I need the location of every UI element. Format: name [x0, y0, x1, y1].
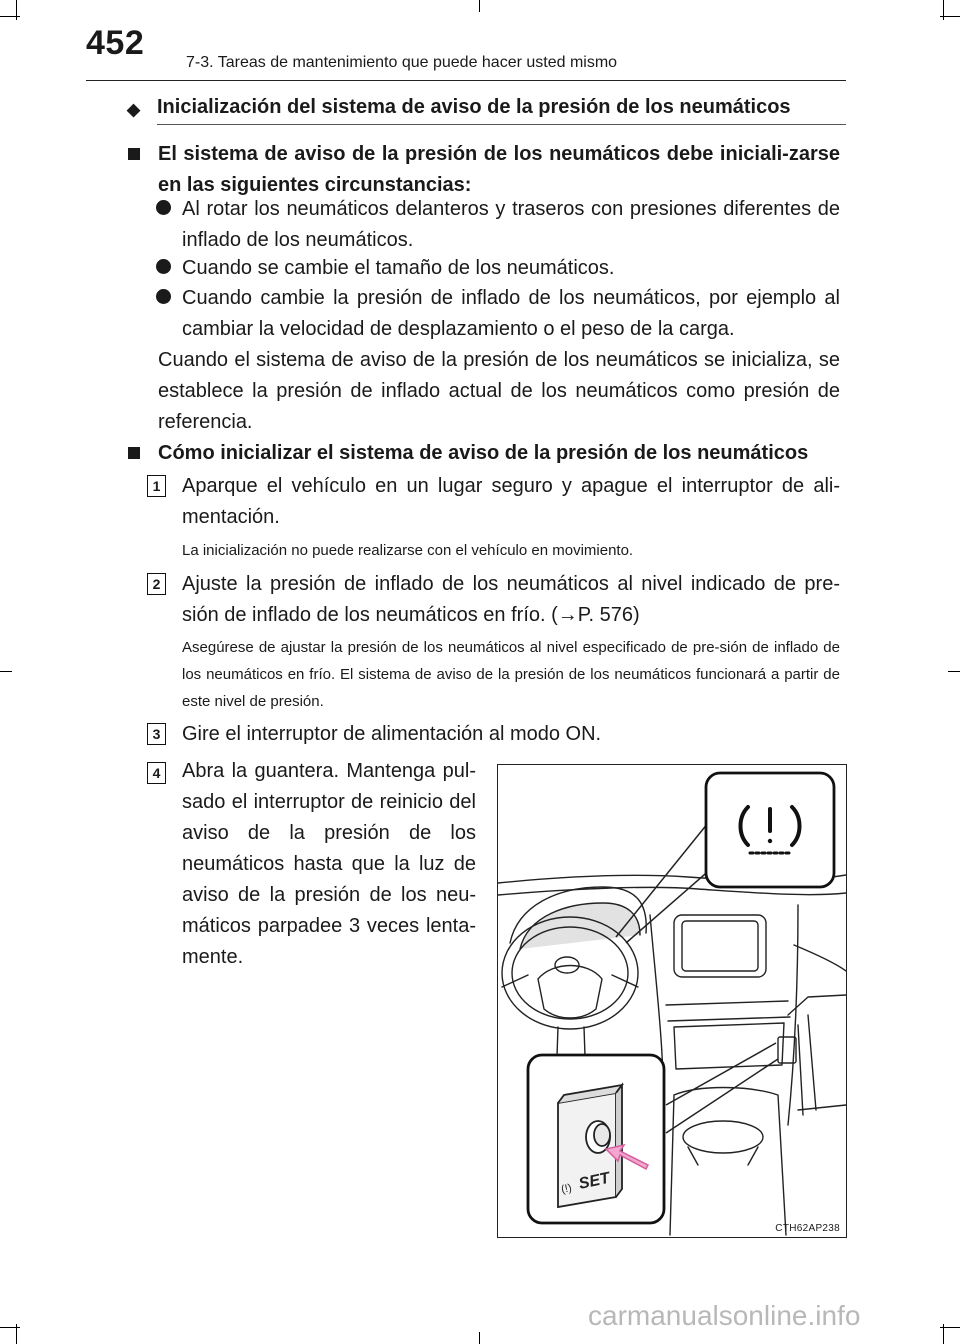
bullet-item — [182, 194, 840, 256]
block1-heading-text: El sistema de aviso de la presión de los neumáticos debe iniciali-zarse en las siguientes circunstancias: — [158, 143, 840, 196]
crop-mark — [948, 671, 960, 672]
section-title-text: Inicialización del sistema de aviso de la presión de los neumáticos — [157, 96, 791, 118]
bullet-text: Al rotar los neumáticos delanteros y traseros con presiones diferentes de inflado de los neumáticos. — [182, 198, 840, 251]
crop-mark — [0, 16, 20, 17]
section-title — [127, 96, 791, 119]
step-text: Abra la guantera. Mantenga pul-sado el interruptor de reinicio del aviso de la presión de los neumáticos hasta que la luz de aviso de la presión de los neu-máticos parpadee 3 veces lenta-mente. — [182, 760, 476, 968]
bullet-text: Cuando cambie la presión de inflado de los neumáticos, por ejemplo al cambiar la velocidad de desplazamiento o el peso de la carga. — [182, 287, 840, 340]
bullet-item — [182, 283, 840, 345]
crop-mark — [16, 1324, 17, 1344]
step-note: Asegúrese de ajustar la presión de los neumáticos al nivel especificado de pre-sión de inflado de los neumáticos en frío. El sistema de aviso de la presión de los neumáticos funcionará a partir de este nivel de presión. — [182, 639, 840, 710]
tpms-mini-icon: (!) — [560, 1182, 573, 1196]
crop-mark — [16, 0, 17, 20]
page-number: 452 — [86, 24, 145, 62]
crop-mark — [479, 0, 480, 12]
crop-mark — [479, 1332, 480, 1344]
section-rule — [157, 124, 846, 125]
step-text: Aparque el vehículo en un lugar seguro y apague el interruptor de ali-mentación. — [182, 475, 840, 528]
dashboard-drawing — [498, 765, 846, 1237]
set-label: SET — [577, 1169, 612, 1193]
diamond-icon: ◆ — [127, 100, 141, 119]
bullet-text: Cuando se cambie el tamaño de los neumáticos. — [182, 257, 615, 279]
crop-mark — [943, 0, 944, 20]
step-text: Gire el interruptor de alimentación al modo ON. — [182, 723, 602, 745]
crop-mark — [943, 1324, 944, 1344]
step-number-2: 2 — [147, 573, 166, 595]
step-number-4: 4 — [147, 762, 166, 784]
round-bullet-icon — [156, 289, 171, 304]
square-bullet-icon — [128, 447, 140, 459]
crop-mark — [0, 671, 12, 672]
figure-code: CTH62AP238 — [775, 1223, 840, 1234]
crop-mark — [0, 1327, 20, 1328]
body-paragraph: Cuando el sistema de aviso de la presión de los neumáticos se inicializa, se establece la presión de inflado actual de los neumáticos como presión de referencia. — [158, 349, 840, 433]
header-rule — [86, 80, 846, 81]
square-bullet-icon — [128, 148, 140, 160]
bullet-item — [182, 253, 840, 284]
block2-heading — [158, 438, 840, 469]
dashboard-illustration — [497, 764, 847, 1238]
step-note: La inicialización no puede realizarse con el vehículo en movimiento. — [182, 542, 634, 559]
block1-heading — [158, 139, 840, 201]
block2-heading-text: Cómo inicializar el sistema de aviso de la presión de los neumáticos — [158, 442, 809, 464]
running-header: 7-3. Tareas de mantenimiento que puede hacer usted mismo — [186, 54, 618, 71]
step-text: Ajuste la presión de inflado de los neumáticos al nivel indicado de pre-sión de inflado de los neumáticos en frío. (→P. 576) — [182, 573, 840, 626]
watermark: carmanualsonline.info — [588, 1300, 861, 1331]
round-bullet-icon — [156, 200, 171, 215]
round-bullet-icon — [156, 259, 171, 274]
step-number-3: 3 — [147, 723, 166, 745]
step-number-1: 1 — [147, 475, 166, 497]
